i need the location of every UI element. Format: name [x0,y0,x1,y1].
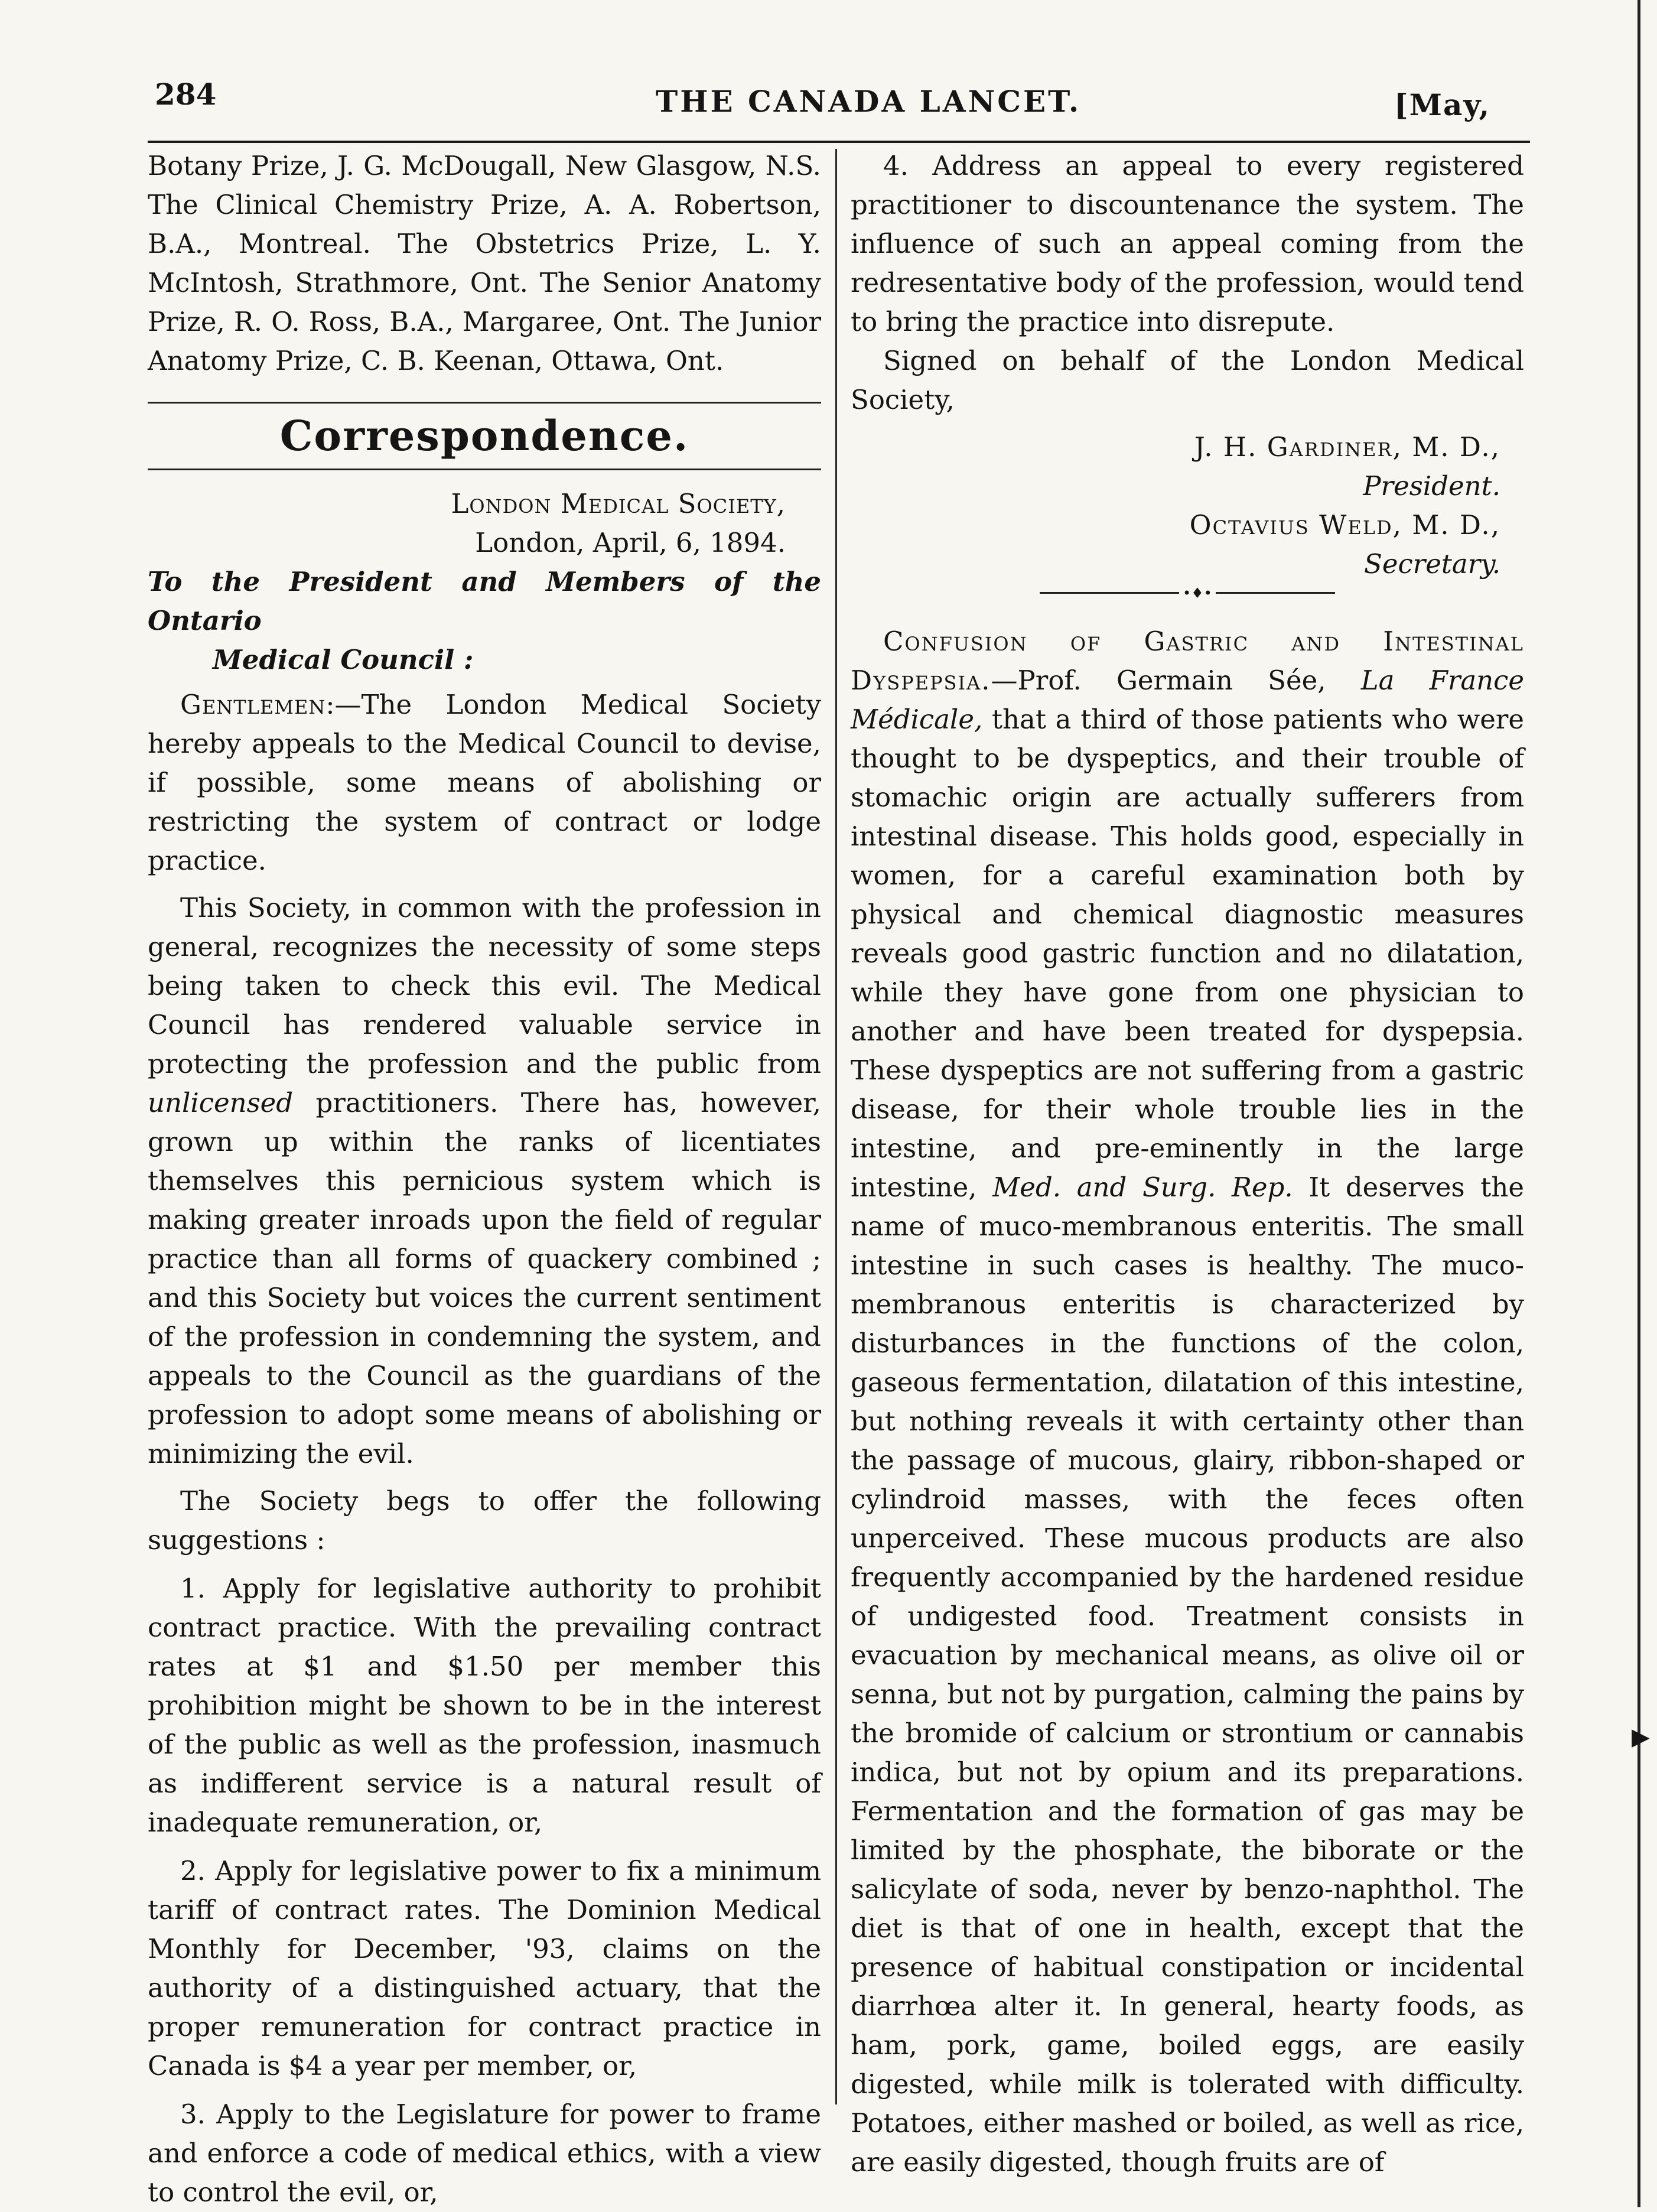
running-month: [May, [1394,87,1491,122]
abstract-heading: Confusion of Gastric and Intestinal Dyspepsia. [851,626,1524,696]
emphasis-unlicensed: unlicensed [148,1087,294,1118]
signer-1-role: President. [1363,470,1500,502]
addressee-line-2: Medical Council : [213,644,474,675]
right-column [851,147,1524,2182]
abstract-paragraph: Confusion of Gastric and Intestinal Dyspepsia.—Prof. Germain Sée, La France Médicale, that a third of those patients who were thought to be dyspeptics, and their trouble of stomachic origin are actually sufferers from intestinal disease. This holds good, especially in women, for a careful examination both by physical and chemical diagnostic measures reveals good gastric function and no dilatation, while they have gone from one physician to another and have been treated for dyspepsia. These dyspeptics are not suffering from a gastric disease, for their whole trouble lies in the intestine, and pre-eminently in the large intestine, Med. and Surg. Rep. It deserves the name of muco-membranous enteritis. The small intestine in such cases is healthy. The muco-membranous enteritis is characterized by disturbances in the functions of the colon, gaseous fermentation, dilatation of this intestine, but nothing reveals it with certainty other than the passage of mucous, glairy, ribbon-shaped or cylindroid masses, with the feces often unperceived. These mucous products are also frequently accompanied by the hardened residue of undigested food. Treatment consists in evacuation by mechanical means, as olive oil or senna, but not by purgation, calming the pains by the bromide of calcium or strontium or cannabis indica, but not by opium and its preparations. Fermentation and the formation of gas may be limited by the phosphate, the biborate or the salicylate of soda, never by benzo-naphthol. The diet is that of one in health, except that the presence of habitual constipation or incidental diarrhœa alter it. In general, hearty foods, as ham, pork, game, boiled eggs, are easily digested, while milk is tolerated with difficulty. Potatoes, either mashed or boiled, as well as rice, are easily digested, though fruits are of [851,626,1524,2178]
letterhead: London Medical Society, [451,488,786,519]
signed-line: Signed on behalf of the London Medical Society, [851,345,1524,415]
addressee [148,562,821,679]
signer-2: Octavius Weld, M. D., [1189,509,1500,541]
suggestion-2: 2. Apply for legislative power to fix a minimum tariff of contract rates. The Dominion Medical Monthly for December, '93, claims on the authority of a distinguished actuary, that the proper remuneration for contract practice in Canada is $4 a year per member, or, [148,1855,821,2081]
signer-2-role: Secretary. [1364,548,1500,580]
abstract-reference: Med. and Surg. Rep. [992,1172,1293,1203]
letter-paragraph-2: This Society, in common with the profession in general, recognizes the necessity of some steps being taken to check this evil. The Medical Council has rendered valuable service in protecting the profession and the public from unlicensed practitioners. There has, however, grown up within the ranks of licentiates themselves this pernicious system which is making greater inroads upon the field of regular practice than all forms of quackery combined ; and this Society but voices the current sentiment of the profession in condemning the system, and appeals to the Council as the guardians of the profession to adopt some means of abolishing or minimizing the evil. [148,892,821,1469]
margin-pointer-icon: ▶ [1632,1723,1650,1751]
header-rule [148,141,1530,143]
running-title: THE CANADA LANCET. [656,84,1082,119]
suggestion-1: 1. Apply for legislative authority to prohibit contract practice. With the prevailing contract rates at $1 and $1.50 per member this prohibition might be shown to be in the interest of the public as well as the profession, inasmuch as indifferent service is a natural result of inadequate remuneration, or, [148,1573,821,1838]
page-number: 284 [155,77,217,112]
suggestion-3: 3. Apply to the Legislature for power to frame and enforce a code of medical ethics, with a view to control the evil, or, [148,2099,821,2208]
signer-1: J. H. Gardiner, M. D., [1194,431,1500,463]
letter-date: London, April, 6, 1894. [475,527,786,558]
left-column [148,147,821,2212]
section-heading: Correspondence. [279,411,689,460]
addressee-line-1: To the President and Members of the Ontario [148,566,821,636]
ornament-dot-icon: •♦• [1179,586,1216,600]
page-edge-line [1638,0,1640,2207]
letter-paragraph-1: Gentlemen:—The London Medical Society hereby appeals to the Medical Council to devise, if possible, some means of abolishing or restricting the system of contract or lodge practice. [148,689,821,876]
letter-paragraph-3: The Society begs to offer the following suggestions : [148,1485,821,1556]
abstract-source: La France Médicale, [851,665,1524,735]
section-rule-top [148,402,821,404]
ornament-divider [1040,585,1335,601]
salutation: Gentlemen [180,689,326,720]
prize-list: Botany Prize, J. G. McDougall, New Glasgow, N.S. The Clinical Chemistry Prize, A. A. Robertson, B.A., Montreal. The Obstetrics Prize, L. Y. McIntosh, Strathmore, Ont. The Senior Anatomy Prize, R. O. Ross, B.A., Margaree, Ont. The Junior Anatomy Prize, C. B. Keenan, Ottawa, Ont. [148,150,821,376]
suggestion-4: 4. Address an appeal to every registered practitioner to discountenance the system. The influence of such an appeal coming from the redresentative body of the profession, would tend to bring the practice into disrepute. [851,150,1524,337]
column-divider [835,149,837,2104]
